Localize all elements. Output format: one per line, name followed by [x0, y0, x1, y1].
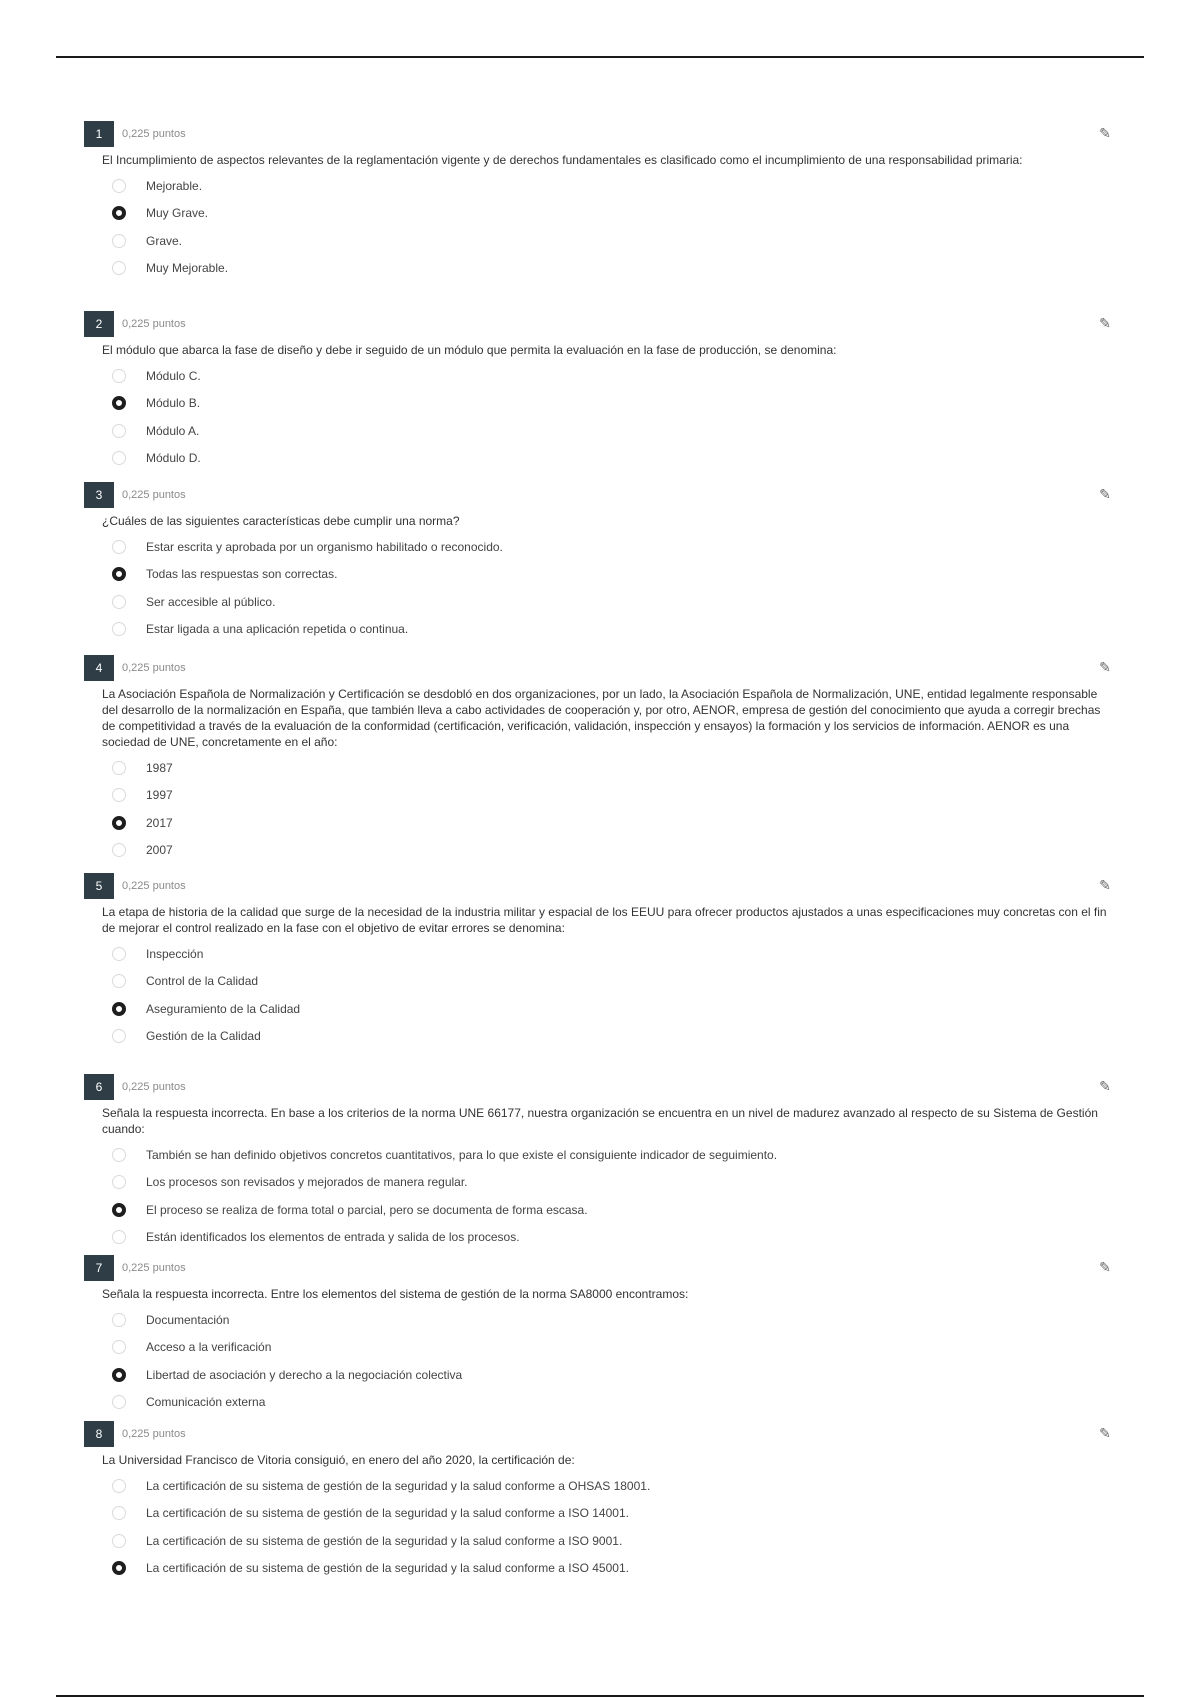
answer-option[interactable]: [112, 1334, 1114, 1362]
pin-icon[interactable]: ✎: [1099, 877, 1111, 893]
answer-option-label: La certificación de su sistema de gestión de la seguridad y la salud conforme a ISO 45001.: [146, 1561, 629, 1576]
question-header: [84, 1420, 1114, 1448]
radio-selected-icon[interactable]: [112, 1203, 126, 1217]
radio-selected-icon[interactable]: [112, 396, 126, 410]
radio-icon[interactable]: [112, 974, 126, 988]
question-text: La etapa de historia de la calidad que surge de la necesidad de la industria militar y espacial de los EEUU para ofrecer productos ajustados a unas especificaciones muy concretas con el fin de mejorar el control realizado en la fase con el objetivo de evitar errores se denomina:: [102, 905, 1107, 935]
answer-option[interactable]: [112, 255, 1114, 283]
answer-option[interactable]: [112, 1023, 1114, 1051]
answer-options: [84, 172, 1114, 282]
answer-option-label: Muy Mejorable.: [146, 261, 229, 276]
question-number: 8: [84, 1421, 114, 1447]
answer-option[interactable]: [112, 754, 1114, 782]
radio-icon[interactable]: [112, 1479, 126, 1493]
answer-option-label: Acceso a la verificación: [146, 1340, 272, 1355]
radio-icon[interactable]: [112, 1340, 126, 1354]
answer-option-label: El proceso se realiza de forma total o parcial, pero se documenta de forma escasa.: [146, 1202, 588, 1217]
answer-option[interactable]: [112, 1472, 1114, 1500]
pin-icon[interactable]: ✎: [1099, 315, 1111, 331]
answer-option-label: Gestión de la Calidad: [146, 1029, 261, 1044]
answer-options: [84, 754, 1114, 864]
question-block: [84, 1254, 1114, 1416]
question-points: 0,225 puntos: [122, 128, 186, 140]
answer-option[interactable]: [112, 1500, 1114, 1528]
radio-icon[interactable]: [112, 788, 126, 802]
answer-option-label: 1987: [146, 760, 173, 775]
question-text: Señala la respuesta incorrecta. En base a los criterios de la norma UNE 66177, nuestra organización se encuentra en un nivel de madurez avanzado al respecto de su Sistema de Gestión cuando:: [102, 1106, 1098, 1136]
answer-option-label: Módulo A.: [146, 423, 200, 438]
answer-option-label: Libertad de asociación y derecho a la negociación colectiva: [146, 1367, 463, 1382]
radio-selected-icon[interactable]: [112, 816, 126, 830]
radio-icon[interactable]: [112, 1395, 126, 1409]
radio-selected-icon[interactable]: [112, 1002, 126, 1016]
answer-option[interactable]: [112, 390, 1114, 418]
answer-option[interactable]: [112, 445, 1114, 473]
answer-option[interactable]: [112, 1361, 1114, 1389]
answer-option[interactable]: [112, 616, 1114, 644]
answer-options: [84, 362, 1114, 472]
question-points: 0,225 puntos: [122, 662, 186, 674]
pin-icon[interactable]: ✎: [1099, 486, 1111, 502]
answer-option-label: Grave.: [146, 233, 183, 248]
radio-icon[interactable]: [112, 1313, 126, 1327]
question-points: 0,225 puntos: [122, 1428, 186, 1440]
answer-option[interactable]: [112, 1555, 1114, 1583]
question-header: [84, 120, 1114, 148]
answer-options: [84, 1306, 1114, 1416]
pin-icon[interactable]: ✎: [1099, 1078, 1111, 1094]
question-points: 0,225 puntos: [122, 880, 186, 892]
question-text: La Universidad Francisco de Vitoria consiguió, en enero del año 2020, la certificación de:: [102, 1453, 575, 1467]
answer-option[interactable]: [112, 782, 1114, 810]
question-block: [84, 1073, 1114, 1251]
question-number: 6: [84, 1074, 114, 1100]
answer-option-label: Módulo D.: [146, 451, 201, 466]
answer-option-label: También se han definido objetivos concretos cuantitativos, para lo que existe el consiguiente indicador de seguimiento.: [146, 1147, 778, 1162]
answer-option-label: 2017: [146, 815, 173, 830]
answer-option[interactable]: [112, 588, 1114, 616]
question-block: [84, 872, 1114, 1050]
question-text: Señala la respuesta incorrecta. Entre los elementos del sistema de gestión de la norma SA8000 encontramos:: [102, 1287, 689, 1301]
answer-option-label: Módulo C.: [146, 368, 201, 383]
radio-icon[interactable]: [112, 369, 126, 383]
answer-options: [84, 1472, 1114, 1582]
question-block: [84, 1420, 1114, 1582]
radio-icon[interactable]: [112, 1029, 126, 1043]
answer-option[interactable]: [112, 172, 1114, 200]
answer-option[interactable]: [112, 533, 1114, 561]
question-number: 3: [84, 482, 114, 508]
answer-option-label: Comunicación externa: [146, 1395, 266, 1410]
question-number: 7: [84, 1255, 114, 1281]
answer-option-label: Los procesos son revisados y mejorados de manera regular.: [146, 1175, 468, 1190]
question-text: El módulo que abarca la fase de diseño y debe ir seguido de un módulo que permita la evaluación en la fase de producción, se denomina:: [102, 343, 837, 357]
radio-selected-icon[interactable]: [112, 1368, 126, 1382]
answer-option-label: 1997: [146, 788, 173, 803]
answer-option-label: Estar escrita y aprobada por un organismo habilitado o reconocido.: [146, 539, 503, 554]
question-number: 1: [84, 121, 114, 147]
answer-option-label: Están identificados los elementos de entrada y salida de los procesos.: [146, 1230, 520, 1245]
radio-icon[interactable]: [112, 1175, 126, 1189]
radio-icon[interactable]: [112, 540, 126, 554]
question-number: 4: [84, 655, 114, 681]
pin-icon[interactable]: ✎: [1099, 1259, 1111, 1275]
answer-option[interactable]: [112, 1306, 1114, 1334]
radio-icon[interactable]: [112, 761, 126, 775]
radio-icon[interactable]: [112, 179, 126, 193]
radio-icon[interactable]: [112, 622, 126, 636]
question-text: El Incumplimiento de aspectos relevantes de la reglamentación vigente y de derechos fundamentales es clasificado como el incumplimiento de una responsabilidad primaria:: [102, 153, 1023, 167]
question-points: 0,225 puntos: [122, 1262, 186, 1274]
answer-option-label: Mejorable.: [146, 178, 203, 193]
answer-option-label: 2007: [146, 843, 173, 858]
answer-option-label: La certificación de su sistema de gestión de la seguridad y la salud conforme a OHSAS 18001.: [146, 1478, 651, 1493]
answer-option[interactable]: [112, 561, 1114, 589]
question-block: [84, 310, 1114, 472]
question-header: [84, 1254, 1114, 1282]
radio-icon[interactable]: [112, 234, 126, 248]
radio-icon[interactable]: [112, 424, 126, 438]
answer-option-label: La certificación de su sistema de gestión de la seguridad y la salud conforme a ISO 14001.: [146, 1506, 629, 1521]
answer-option[interactable]: [112, 809, 1114, 837]
question-points: 0,225 puntos: [122, 318, 186, 330]
question-header: [84, 1073, 1114, 1101]
radio-selected-icon[interactable]: [112, 1561, 126, 1575]
question-header: [84, 481, 1114, 509]
answer-option[interactable]: [112, 362, 1114, 390]
pin-icon[interactable]: ✎: [1099, 1425, 1111, 1441]
question-block: [84, 481, 1114, 643]
question-header: [84, 872, 1114, 900]
answer-option-label: Control de la Calidad: [146, 974, 259, 989]
answer-option-label: Todas las respuestas son correctas.: [146, 567, 338, 582]
answer-option-label: Aseguramiento de la Calidad: [146, 1001, 301, 1016]
pin-icon[interactable]: ✎: [1099, 125, 1111, 141]
radio-icon[interactable]: [112, 451, 126, 465]
question-points: 0,225 puntos: [122, 489, 186, 501]
answer-option-label: Inspección: [146, 946, 204, 961]
answer-option[interactable]: [112, 837, 1114, 865]
answer-option[interactable]: [112, 1169, 1114, 1197]
answer-option[interactable]: [112, 940, 1114, 968]
answer-option[interactable]: [112, 1527, 1114, 1555]
question-text: ¿Cuáles de las siguientes características debe cumplir una norma?: [102, 514, 460, 528]
radio-selected-icon[interactable]: [112, 567, 126, 581]
answer-option[interactable]: [112, 1224, 1114, 1252]
answer-option-label: Estar ligada a una aplicación repetida o continua.: [146, 622, 409, 637]
answer-options: [84, 533, 1114, 643]
radio-icon[interactable]: [112, 947, 126, 961]
answer-option[interactable]: [112, 1141, 1114, 1169]
question-block: [84, 654, 1114, 864]
radio-icon[interactable]: [112, 1534, 126, 1548]
answer-option[interactable]: [112, 200, 1114, 228]
radio-icon[interactable]: [112, 595, 126, 609]
answer-option-label: Ser accesible al público.: [146, 594, 276, 609]
radio-icon[interactable]: [112, 1148, 126, 1162]
top-divider: [56, 56, 1144, 58]
question-number: 5: [84, 873, 114, 899]
radio-icon[interactable]: [112, 1506, 126, 1520]
answer-option[interactable]: [112, 1196, 1114, 1224]
pin-icon[interactable]: ✎: [1099, 659, 1111, 675]
question-text: La Asociación Española de Normalización y Certificación se desdobló en dos organizaciones, por un lado, la Asociación Española de Normalización, UNE, entidad legalmente responsable del desarrollo de la normalización en España, que también lleva a cabo actividades de cooperación y, por otro, AENOR, empresa de gestión del conocimiento que ayuda a corregir brechas de competitividad a través de la evaluación de la conformidad (certificación, verificación, validación, inspección y ensayos) la formación y los servicios de información. AENOR es una sociedad de UNE, concretamente en el año:: [102, 687, 1101, 749]
answer-option-label: Módulo B.: [146, 396, 201, 411]
answer-option-label: Documentación: [146, 1312, 230, 1327]
bottom-divider: [56, 1695, 1144, 1697]
question-header: [84, 654, 1114, 682]
answer-option[interactable]: [112, 995, 1114, 1023]
radio-selected-icon[interactable]: [112, 206, 126, 220]
answer-options: [84, 940, 1114, 1050]
answer-option[interactable]: [112, 968, 1114, 996]
answer-options: [84, 1141, 1114, 1251]
radio-icon[interactable]: [112, 843, 126, 857]
answer-option[interactable]: [112, 1389, 1114, 1417]
question-header: [84, 310, 1114, 338]
radio-icon[interactable]: [112, 261, 126, 275]
answer-option[interactable]: [112, 417, 1114, 445]
question-block: [84, 120, 1114, 282]
question-number: 2: [84, 311, 114, 337]
answer-option[interactable]: [112, 227, 1114, 255]
question-points: 0,225 puntos: [122, 1081, 186, 1093]
radio-icon[interactable]: [112, 1230, 126, 1244]
answer-option-label: La certificación de su sistema de gestión de la seguridad y la salud conforme a ISO 9001.: [146, 1533, 623, 1548]
answer-option-label: Muy Grave.: [146, 206, 209, 221]
